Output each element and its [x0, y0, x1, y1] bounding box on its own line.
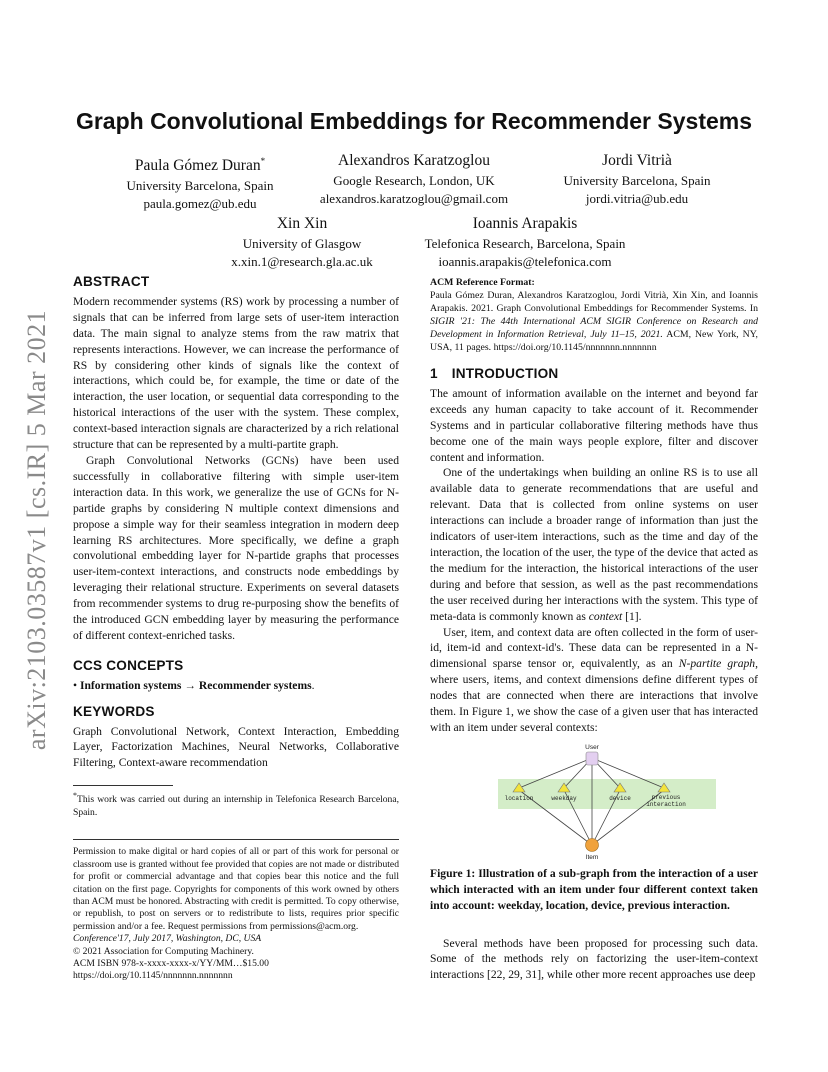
- permission-notice: Permission to make digital or hard copies of all or part of this work for personal or classroom use is granted without fee provided that copies are not made or distributed for profit or commercial advantage and that copies bear this notice and the full citation on the first page. Copyrights for components of this work owned by others than ACM must be honored. Abstracting with credit is permitted. To copy otherwise, or republish, to post on servers or to redistribute to lists, requires prior specific permission and/or a fee. Request permissions from permissions@acm.org.: [73, 846, 399, 932]
- intro-paragraph: One of the undertakings when building an online RS is to use all available data to generate recommendations that are useful and relevant. Data that is collected from online systems on user interactions can include a broader range of information than just the indicators of user-item interactions, such as the time and day of the interaction, the location of the user, the type of the device that acted as the medium for the interaction, the historical interactions of the user during and before that session, as well as the past recommendations the user received during her interactions with the system. This type of meta-data is commonly known as context [1].: [430, 466, 758, 623]
- isbn-line: ACM ISBN 978-x-xxxx-xxxx-x/YY/MM…$15.00: [73, 957, 269, 969]
- abstract-paragraph: Modern recommender systems (RS) work by processing a number of signals that can be inferred from large sets of user-item interaction data. The main signal to analyze stems from the raw matrix that represents interactions. However, we can increase the performance of RS by considering other kinds of signals like the context of interactions, which could be, for example, the time or date of the interaction, the user location, or sequential data corresponding to the historical interactions of the user with the system. These complex, context-based interaction signals are characterized by a rich relational structure that can be represented by a multi-partite graph.: [73, 294, 399, 452]
- figure-caption: Figure 1: Illustration of a sub-graph from the interaction of a user which interacted with an item under four different context taken into account: weekday, location, device, previous interaction.: [430, 866, 758, 912]
- arxiv-identifier-text: arXiv:2103.03587v1 [cs.IR] 5 Mar 2021: [22, 309, 51, 751]
- author-affiliation: Google Research, London, UK: [333, 173, 495, 188]
- ccs-concepts: • Information systems → Recommender systems.: [73, 678, 315, 692]
- user-label: User: [585, 743, 599, 751]
- intro-paragraph: User, item, and context data are often collected in the form of user-id, item-id and context-id's. These data can be represented in a N-dimensional sparse tensor or, equivalently, as an N-partite graph, where users, items, and context dimensions define different types of nodes that are connected when there are interactions that involve them. In Figure 1, we show the case of a given user that has interacted with an item under several contexts:: [430, 625, 758, 734]
- author-block: [564, 150, 711, 208]
- context-label: device: [609, 794, 631, 802]
- author-name: Paula Gómez Duran*: [134, 156, 266, 175]
- permission-rule: [73, 839, 399, 840]
- acm-reference-heading: ACM Reference Format:: [430, 277, 535, 288]
- author-name: Alexandros Karatzoglou: [338, 152, 490, 169]
- context-label: weekday: [551, 794, 577, 802]
- author-name: Xin Xin: [276, 215, 328, 232]
- ccs-heading: CCS CONCEPTS: [73, 657, 184, 673]
- footnote-rule: [73, 785, 173, 786]
- arxiv-identifier: [22, 300, 52, 760]
- left-column: [73, 274, 399, 983]
- keywords-heading: KEYWORDS: [73, 703, 155, 719]
- subgraph-diagram: [430, 742, 758, 860]
- context-label: interaction: [646, 800, 686, 808]
- acm-reference: [430, 276, 758, 354]
- author-name: Jordi Vitrià: [602, 152, 672, 169]
- figure-1: [430, 742, 758, 858]
- keywords-text: Graph Convolutional Network, Context Interaction, Embedding Layer, Factorization Machines, Neural Networks, Collaborative Filtering, Context-aware recommendation: [73, 724, 399, 770]
- context-label: previous: [651, 793, 681, 801]
- footnote: *This work was carried out during an internship in Telefonica Research Barcelona, Spain.: [73, 791, 399, 818]
- intro-paragraph: The amount of information available on the internet and beyond far exceeds any human capacity to take account of it. Recommender Systems and in particular collaborative filtering methods have thus become one of the main ways people explore, filter and discover content and information.: [430, 386, 758, 464]
- author-block: [231, 213, 373, 271]
- item-label: Item: [585, 853, 599, 860]
- author-block: [127, 150, 274, 213]
- author-affiliation: Telefonica Research, Barcelona, Spain: [424, 236, 626, 251]
- abstract-heading: ABSTRACT: [73, 274, 150, 289]
- item-node: [586, 838, 599, 851]
- acm-reference-text: Paula Gómez Duran, Alexandros Karatzoglou, Jordi Vitrià, Xin Xin, and Ioannis Arapakis. 2021. Graph Convolutional Embeddings for Recommender Systems. In SIGIR '21: The 44th International ACM SIGIR Conference on Research and Development in Information Retrieval, July 11–15, 2021. ACM, New York, NY, USA, 11 pages. https://doi.org/10.1145/nnnnnnn.nnnnnnn: [430, 290, 758, 353]
- author-email: paula.gomez@ub.edu: [143, 196, 257, 212]
- author-email: x.xin.1@research.gla.ac.uk: [231, 254, 373, 269]
- abstract-paragraph: Graph Convolutional Networks (GCNs) have been used successfully in collaborative filtering with simple user-item interaction data. In this work, we generalize the use of GCNs for N-partide graphs by considering N multiple context dimensions and propose a simple way for their seamless integration in modern deep learning RS architectures. More specifically, we define a graph convolutional embedding layer for N-partide graphs that processes user-item-context interactions, and constructs node embeddings by leveraging their relational structure. Experiments on several datasets from recommender systems to drug re-purposing show the benefits of the introduced GCN embedding layer by measuring the performance of different context-enriched tasks.: [73, 453, 399, 642]
- author-block: [320, 150, 508, 208]
- conference-line: Conference'17, July 2017, Washington, DC, USA: [73, 933, 262, 945]
- intro-paragraph: Several methods have been proposed for processing such data. Some of the methods rely on factorizing the user-item-context interactions [22, 29, 31], while other more recent approaches use deep: [430, 936, 758, 982]
- author-affiliation: University Barcelona, Spain: [126, 178, 274, 194]
- introduction-heading: 1 INTRODUCTION: [430, 366, 559, 381]
- author-affiliation: University of Glasgow: [242, 236, 362, 251]
- context-label: location: [504, 794, 534, 802]
- user-node: [586, 752, 598, 765]
- copyright-line: © 2021 Association for Computing Machinery.: [73, 945, 254, 957]
- author-email: ioannis.arapakis@telefonica.com: [438, 254, 612, 269]
- author-email: jordi.vitria@ub.edu: [585, 191, 689, 206]
- author-block: [425, 213, 626, 271]
- right-column: [430, 276, 758, 983]
- author-name: Ioannis Arapakis: [472, 215, 578, 232]
- doi-line: https://doi.org/10.1145/nnnnnnn.nnnnnnn: [73, 970, 233, 982]
- paper-title: Graph Convolutional Embeddings for Recommender Systems: [75, 108, 753, 134]
- author-affiliation: University Barcelona, Spain: [563, 173, 711, 188]
- author-email: alexandros.karatzoglou@gmail.com: [319, 191, 509, 206]
